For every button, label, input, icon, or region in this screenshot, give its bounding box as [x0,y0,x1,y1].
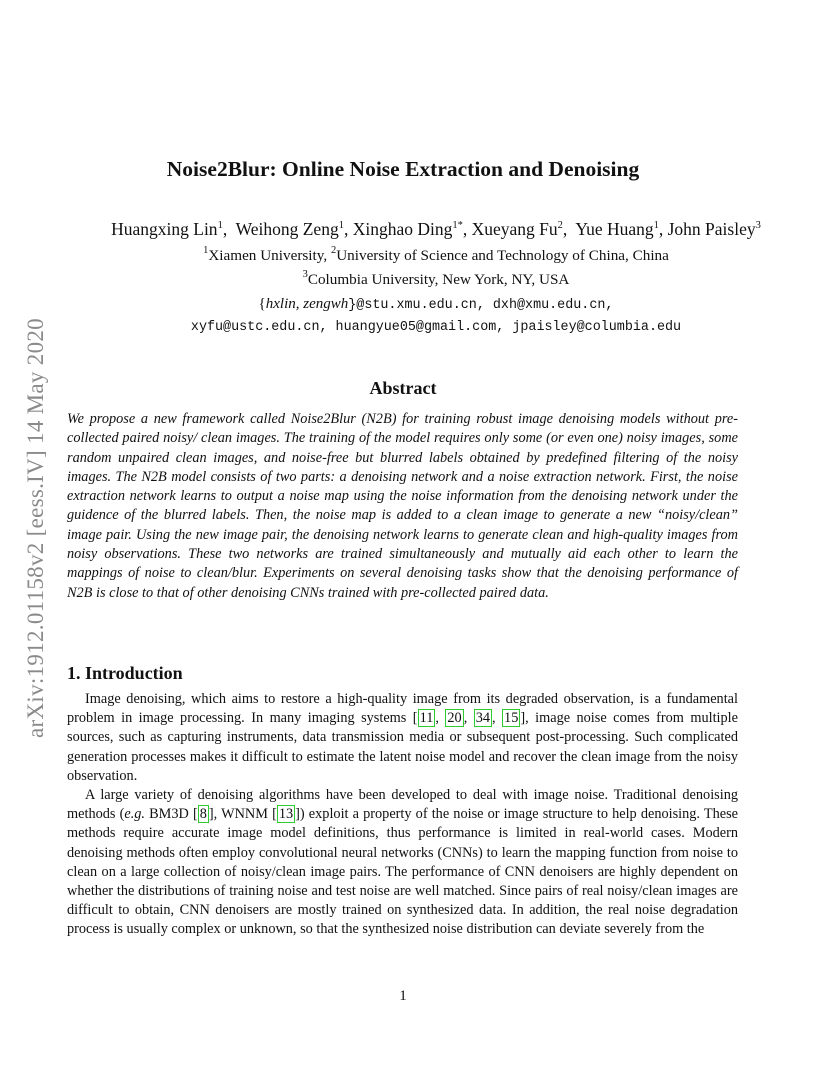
author-name: Weihong Zeng [235,219,339,239]
text-run: Image denoising, which aims to restore a high-quality image from its degraded observation, is a fundamental problem in image processing. In many imaging systems [ [67,691,738,727]
email-domain: }@stu.xmu.edu.cn, dxh@xmu.edu.cn, [348,298,614,313]
aff-text: Columbia University, New York, NY, USA [307,271,570,288]
brace: { [258,296,266,312]
text-run: ], WNNM [ [208,806,277,823]
citation-link[interactable]: 20 [447,710,462,727]
abstract-text: We propose a new framework called Noise2Blur (N2B) for training robust image denoising models without pre-collected paired noisy/ clean images. The training of the model requires only some (or even one) noisy images, some random unpaired clean images, and noise-free but blurred labels obtained by predefined filtering of the noisy images. The N2B model consists of two parts: a denoising network and a noise extraction network. First, the noise extraction network learns to output a noise map using the noise information from the denoising network under the guidence of the blurred labels. Then, the noise map is added to a clean image to generate a new “noisy/clean” image pair. Using the new image pair, the denoising network learns to generate clean and high-quality images from noisy observations. These two networks are trained simultaneously and mutually aid each other to learn the mappings of noise to clean/blur. Experiments on several denoising tasks show that the denoising performance of N2B is close to that of other denoising CNNs trained with pre-collected paired data. [67,411,738,601]
author-list: Huangxing Lin$^1$, Weihong Zeng$^1$, Xinghao Ding$^{1*}$, Xueyang Fu$^2$, Yue Huang$^1$, John Paisley$^3$ [111,219,761,239]
author-sup: 2 [557,220,563,231]
citation-link[interactable]: 34 [475,710,491,727]
author-sup: 3 [755,220,761,231]
paragraph-1: Image denoising, which aims to restore a high-quality image from its degraded observation, is a fundamental problem in image processing. In many imaging systems [ 11 , 20 , 34 , 15 ], image noise comes from multiple sources, such as capturing instruments, data transmission media or subsequent post-processing. Such complicated generation processes makes it difficult to estimate the latent noise model and recover the clean image from the noisy observation. [67,691,738,784]
author-sup: 1 [653,220,659,231]
author-sup: 1 [338,220,344,231]
paper-title: Noise2Blur: Online Noise Extraction and Denoising [166,157,640,181]
author-name: Xinghao Ding [352,219,453,239]
aff-text: Xiamen University, [208,247,331,264]
text-run: ], image noise comes from multiple sources, such as capturing instruments, data transmission media or subsequent post-processing. Such complicated generation processes makes it difficult to estimate the latent noise model and recover the clean image from the noisy observation. [67,710,738,784]
author-sup: 1* [452,220,463,231]
abstract-heading: Abstract [369,378,437,398]
author-sup: 1 [217,220,223,231]
citation-link[interactable]: 8 [199,806,207,823]
introduction-body [67,690,738,940]
citation-link[interactable]: 15 [504,710,519,727]
paragraph-2 [67,786,738,940]
affiliation-line-1 [66,247,806,265]
page-number: 1 [399,988,407,1004]
arxiv-id: arXiv:1912.01158v2 [eess.IV] 14 May 2020 [23,318,48,738]
author-name: Yue Huang [575,219,654,239]
text-run: ]) exploit a property of the noise or image structure to help denoising. These methods require accurate image model definitions, thus performance is limited in real-world cases. Modern denoising methods often employ convolutional neural networks (CNNs) to learn the mapping function from noise to clean on a large collection of noisy/clean image pairs. The performance of CNN denoisers are highly dependent on whether the distributions of training noise and test noise are well matched. Since pairs of real noisy/clean images are difficult to obtain, CNN denoisers are mostly trained on synthesized data. In addition, the real noise degradation process is usually complex or unknown, so that the synthesized noise distribution can deviate severely from the [67,806,739,938]
citation-link[interactable]: 11 [419,710,434,727]
aff-sup: 2 [330,245,337,256]
affiliation-line-2 [66,271,806,289]
author-name: John Paisley [667,219,756,239]
email-names: hxlin, zengwh [265,296,349,312]
email-line-2: xyfu@ustc.edu.cn, huangyue05@gmail.com, jpaisley@columbia.edu [190,320,682,335]
text-run: e.g. [124,806,145,823]
text-run: BM3D [ [145,806,198,823]
section-heading: 1. Introduction [67,663,183,683]
aff-sup: 1 [203,245,209,256]
author-name: Huangxing Lin [111,219,218,239]
author-name: Xueyang Fu [471,219,558,239]
aff-sup: 3 [302,269,308,280]
abstract-body [67,410,738,603]
citation-link[interactable]: 13 [278,806,294,823]
aff-text: University of Science and Technology of China, China [336,247,669,264]
text-run: A large variety of denoising algorithms have been developed to deal with image noise. Traditional denoising methods ( [67,787,738,823]
email-line-1 [66,295,806,313]
